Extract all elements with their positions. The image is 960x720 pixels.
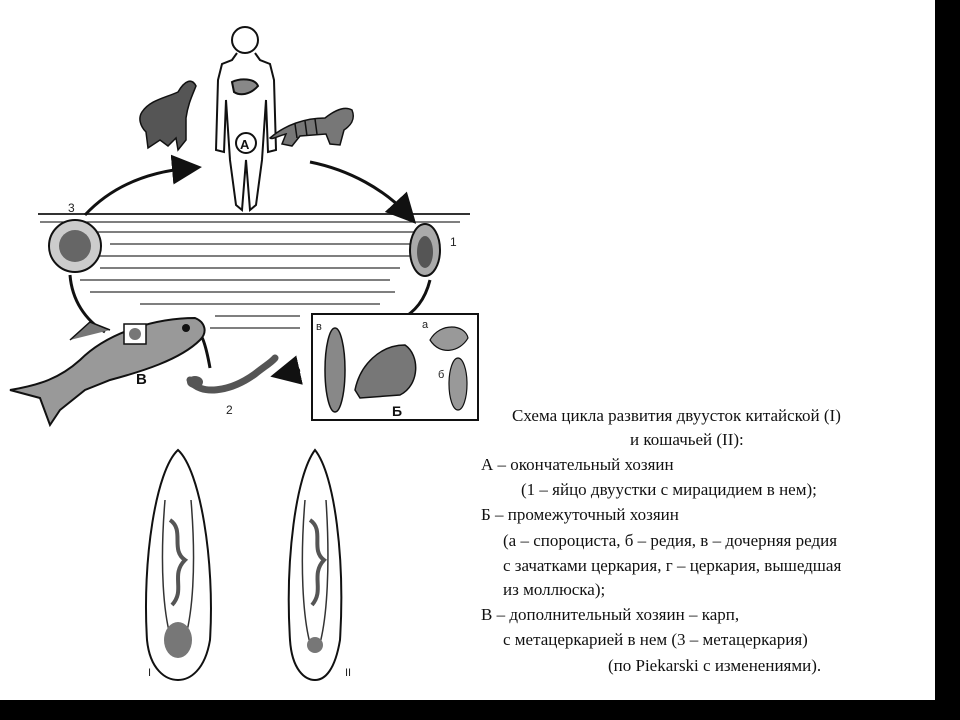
- inset-label-a: а: [422, 319, 429, 331]
- caption-line-1: Схема цикла развития двуусток китайской (I): [512, 406, 841, 425]
- fluke-label-I: I: [148, 667, 152, 679]
- caption-line-7: с зачатками церкария, г – церкария, вышедшая: [503, 556, 842, 575]
- host-label-v: В: [136, 371, 147, 388]
- inset-label-b: б: [438, 369, 445, 381]
- stage-label-1: 1: [450, 235, 457, 249]
- egg-stage-1: [410, 224, 440, 276]
- caption-line-9: В – дополнительный хозяин – карп,: [481, 605, 740, 624]
- metacercaria-stage-3: [49, 220, 101, 272]
- cercaria-stage-2: [187, 358, 275, 390]
- cat-figure: [270, 108, 353, 146]
- host-label-a: А: [240, 137, 250, 152]
- fluke-II: [289, 450, 341, 680]
- stage-label-3: 3: [68, 201, 75, 215]
- stage-label-2: 2: [226, 403, 233, 417]
- fish-figure: [10, 318, 205, 425]
- caption-line-11: (по Piekarski с изменениями).: [608, 656, 822, 675]
- caption-line-6: (а – спороциста, б – редия, в – дочерняя редия: [503, 531, 838, 550]
- inset-label-v: в: [316, 321, 322, 333]
- caption-line-8: из моллюска);: [503, 580, 606, 599]
- dog-figure: [140, 81, 196, 150]
- host-label-b: Б: [392, 403, 403, 419]
- human-figure: [216, 27, 276, 210]
- caption-line-2: и кошачьей (II):: [630, 430, 744, 449]
- water-surface: [38, 214, 470, 328]
- caption-line-5: Б – промежуточный хозяин: [481, 505, 679, 524]
- fluke-label-II: II: [345, 667, 352, 679]
- fluke-I: [146, 450, 211, 680]
- caption-line-10: с метацеркарией в нем (3 – метацеркария): [503, 630, 808, 649]
- caption-line-4: (1 – яйцо двуустки с мирацидием в нем);: [521, 480, 817, 499]
- caption-line-3: А – окончательный хозяин: [481, 455, 674, 474]
